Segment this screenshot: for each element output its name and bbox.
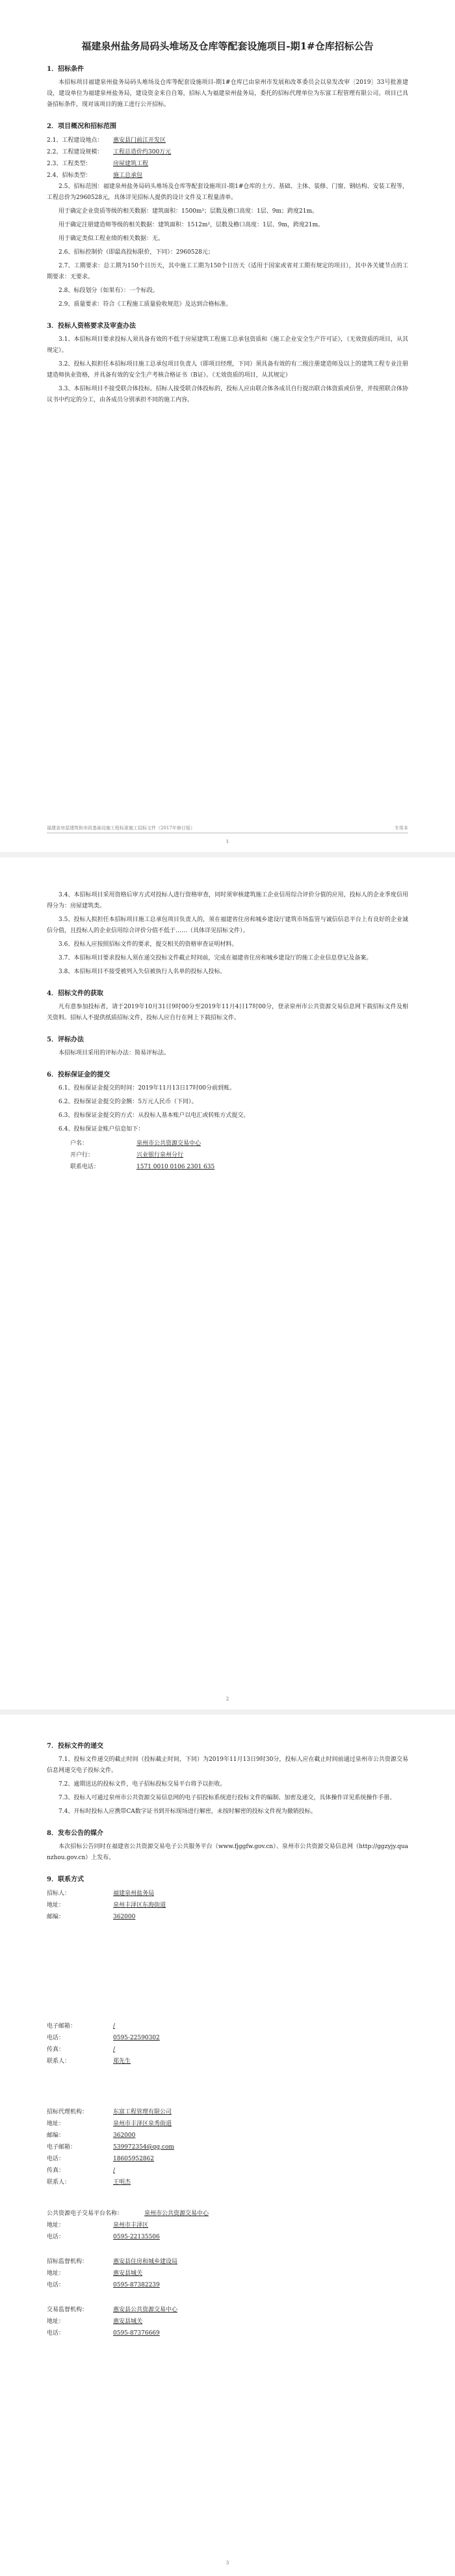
s3-p5: 3.5、投标人拟担任本招标项目施工总承包项目负责人的，须在福建省住房和城乡建设厅建筑市场监管与诚信信息平台上有良好的企业诚信分值，且投标人的企业信用综合评价分值不低于……（具体详见招标文件）。 — [47, 917, 408, 934]
section-4-text: 凡有意参加投标者，请于2019年10月31日9时00分至2019年11月4日17时00分，登录泉州市公共资源交易信息网下载招标文件及相关资料。招标人不提供纸质招标文件，投标人应自行在网上下载招标文件。 — [47, 1004, 408, 1021]
contact-row: 联系人： 王明杰 — [47, 2179, 131, 2186]
budget-text: 2.6、招标控制价（即最高投标限价，下同）：2960528元； — [58, 249, 214, 256]
s6-item: 6.2、投标保证金提交的金额：5万元人民币（下同）。 — [58, 1099, 198, 1105]
page-1-content — [47, 39, 408, 409]
s3-p7: 3.7、本招标项目要求投标人须在递交投标文件截止时间前，完成在福建省住房和城乡建设厅的施工企业信息登记及备案。 — [58, 955, 372, 961]
spacer — [47, 2067, 408, 2106]
contact-row: 电话： 0595-22590302 — [47, 2035, 160, 2041]
spacer — [47, 2243, 408, 2256]
contact-row: 邮编： 362000 — [47, 2132, 136, 2139]
contact-row: 地址： 泉州市丰泽区 — [47, 2222, 149, 2229]
s3-p6: 3.6、投标人应按照招标文件的要求，提交相关的资格审查证明材料。 — [58, 941, 238, 948]
contact-row: 招标监督机构： 惠安县住房和城乡建设局 — [47, 2259, 178, 2265]
account-row: 户名： 泉州市公共资源交易中心 — [70, 1140, 202, 1147]
s7-p2: 7.2、逾期送达的投标文件，电子招标投标交易平台将予以拒收。 — [58, 1781, 226, 1788]
section-5-text: 本招标项目采用的评标办法：简易评标法。 — [58, 1050, 170, 1056]
ref-text-3: 用于确定类似工程业绩的相关数据：无。 — [58, 235, 164, 242]
contact-row: 传真： / — [47, 2046, 116, 2053]
s7-p1: 7.1、投标文件递交的截止时间（投标截止时间，下同）为2019年11月13日9时30分，投标人应在截止时间前通过泉州市公共资源交易信息网递交电子投标文件。 — [47, 1756, 408, 1774]
contact-row: 交易监督机构： 惠安县公共资源交易中心 — [47, 2307, 178, 2313]
kv-row: 2.4、招标类型： 施工总承包 — [47, 172, 143, 179]
account-row: 开户行： 兴业银行泉州分行 — [70, 1152, 184, 1159]
spacer — [47, 2291, 408, 2304]
s3-p4: 3.4、本招标项目采用资格后审方式对投标人进行资格审查，同时须审核建筑施工企业信用综合评价分值的应用，投标人的企业季度信用得分为：房屋建筑类。 — [47, 892, 408, 909]
section-4-heading: 4．招标文件的获取 — [47, 990, 103, 997]
contact-row: 传真： / — [47, 2167, 116, 2174]
s7-p4: 7.4、开标时投标人应携带CA数字证书到开标现场进行解密，未按时解密的投标文件视为撤销投标。 — [58, 1808, 317, 1815]
section-2-heading: 2．项目概况和招标范围 — [47, 123, 116, 130]
contact-row: 联系人： 郑先生 — [47, 2058, 131, 2065]
section-1-text: 本招标项目福建泉州盐务局码头堆场及仓库等配套设施项目-期1#仓库已由泉州市发展和改革委员会以泉发改审〔2019〕33号批准建设，建设单位为福建泉州盐务局，建设资金来自自筹，招标人为福建泉州盐务局，委托的招标代理单位为东富工程管理有限公司。项目已具备招标条件，现对该项目的施工进行公开招标。 — [47, 79, 408, 108]
page-1-footer: 福建省房屋建筑和市政基础设施工程标准施工招标文件（2017年修订版） 专用本 — [47, 825, 408, 833]
contact-row: 地址： 泉州市丰泽区泉秀街道 — [47, 2121, 172, 2127]
section-8-text: 本次招标公告同时在福建省公共资源交易电子公共服务平台（www.fjggfw.gov.cn）、泉州市公共资源交易信息网（http://ggzyjy.quanzhou.gov.cn）上发布。 — [47, 1844, 408, 1861]
contact-row: 电子邮箱： 539972354@qq.com — [47, 2144, 174, 2151]
s3-p1: 3.1、本招标项目要求投标人须具备有效的不低于房屋建筑工程施工总承包资质和《施工企业安全生产许可证》，（无效资质的项目，从其规定）。 — [47, 336, 408, 354]
contact-row: 电子邮箱： / — [47, 2023, 116, 2030]
sections-text: 2.8、标段划分（如果有）：一个标段。 — [58, 288, 159, 294]
page-number: 1 — [226, 839, 229, 844]
section-6-heading: 6．投标保证金的提交 — [47, 1071, 110, 1079]
contact-row: 电话： 18605952862 — [47, 2156, 154, 2162]
contact-row: 地址： 惠安县城关 — [47, 2270, 143, 2277]
page-3-content — [47, 1741, 408, 2339]
page-2-content — [47, 890, 408, 1173]
s3-p2: 3.2、投标人拟担任本招标项目施工总承包项目负责人（即项目经理，下同）须具备有效的有二级注册建造师及以上的建筑工程专业注册建造师执业资格，并具备有效的安全生产考核合格证书（B证）。（无效资质的项目，从其规定） — [47, 361, 408, 379]
contact-row: 招标人： 福建泉州盐务局 — [47, 1890, 155, 1897]
kv-row: 2.2、工程建设规模： 工程总造价约300万元 — [47, 149, 172, 155]
section-3-heading: 3．投标人资格要求及审查办法 — [47, 323, 136, 330]
page-number: 2 — [226, 1697, 229, 1702]
section-9-heading: 9．联系方式 — [47, 1876, 84, 1883]
page-separator — [0, 1710, 455, 1715]
s6-item: 6.1、投标保证金提交的时间：2019年11月13日17时00分前到账。 — [58, 1085, 236, 1092]
contact-row: 招标代理机构： 东富工程管理有限公司 — [47, 2109, 172, 2115]
page-2 — [0, 857, 455, 1710]
section-7-heading: 7．投标文件的递交 — [47, 1743, 103, 1750]
scope-text: 2.5、招标范围：福建泉州盐务局码头堆场及仓库等配套设施项目-期1#仓库的土方、基础、主体、装修、门窗、钢结构、安装工程等，工程总价为2960528元，具体详见招标人提供的设计文件及工程量清单。 — [47, 183, 408, 201]
contact-row: 邮编： 362000 — [47, 1914, 136, 1920]
kv-row: 2.3、工程类型： 房屋建筑工程 — [47, 161, 149, 167]
page-separator — [0, 852, 455, 857]
quality-text: 2.9、质量要求：符合《工程施工质量验收规范》及达到合格标准。 — [58, 301, 232, 308]
kv-row: 2.1、工程建设地点： 惠安县门前江开发区 — [47, 137, 166, 144]
contact-row: 电话： 0595-87382239 — [47, 2282, 160, 2288]
section-8-heading: 8．发布公告的媒介 — [47, 1830, 103, 1837]
contact-row: 电话： 0595-22135506 — [47, 2234, 160, 2240]
contact-row: 地址： 泉州丰泽区东海街道 — [47, 1902, 166, 1909]
s3-p8: 3.8、本招标项目不接受被列入失信被执行人名单的投标人投标。 — [58, 969, 226, 975]
s7-p3: 7.3、投标人可通过泉州市公共资源交易信息网的电子招投标系统进行投标文件的编制、加密及递交，具体操作详见系统操作手册。 — [58, 1795, 396, 1801]
s6-item: 6.3、投标保证金提交的方式：从投标人基本账户以电汇或转账方式提交。 — [58, 1112, 250, 1119]
spacer — [47, 1923, 408, 2020]
ref-text-1: 用于确定企业资质等级的相关数据：建筑面积：1500m²；层数及檐口高度：1层、9m；跨度21m。 — [58, 208, 318, 215]
s3-p3: 3.3、本招标项目不接受联合体投标。招标人接受联合体投标的，投标人应由联合体各成员自行提出联合体资质或信誉，并按照联合体协议书中约定的分工，由各成员分别承担不同的施工内容。 — [47, 386, 408, 403]
section-5-heading: 5．评标办法 — [47, 1036, 84, 1043]
contact-row: 地址： 惠安县城关 — [47, 2318, 143, 2325]
page-number: 3 — [226, 2560, 229, 2566]
page-3 — [0, 1715, 455, 2576]
document-title: 福建泉州盐务局码头堆场及仓库等配套设施项目-期1#仓库招标公告 — [81, 40, 374, 52]
contact-row: 公共资源电子交易平台名称： 泉州市公共资源交易中心 — [47, 2210, 209, 2217]
s6-account-intro: 6.4、投标保证金账户信息如下： — [58, 1126, 144, 1133]
section-1-heading: 1．招标条件 — [47, 66, 84, 73]
page-1 — [0, 0, 455, 852]
account-row: 联系电话： 1571 0010 0106 2301 635 — [70, 1164, 215, 1170]
period-text: 2.7、工期要求：总工期为150个日历天，其中施工工期为150个日历天（适用于国家或省对工期有规定的项目），其中各关键节点的工期要求：无要求。 — [47, 263, 408, 280]
contact-row: 电话： 0595-87376669 — [47, 2330, 160, 2337]
ref-text-2: 用于确定注册建造师等级的相关数据：建筑面积：1512m²，层数及檐口高度：1层、9m，跨度21m。 — [58, 222, 324, 228]
spacer — [47, 2188, 408, 2208]
